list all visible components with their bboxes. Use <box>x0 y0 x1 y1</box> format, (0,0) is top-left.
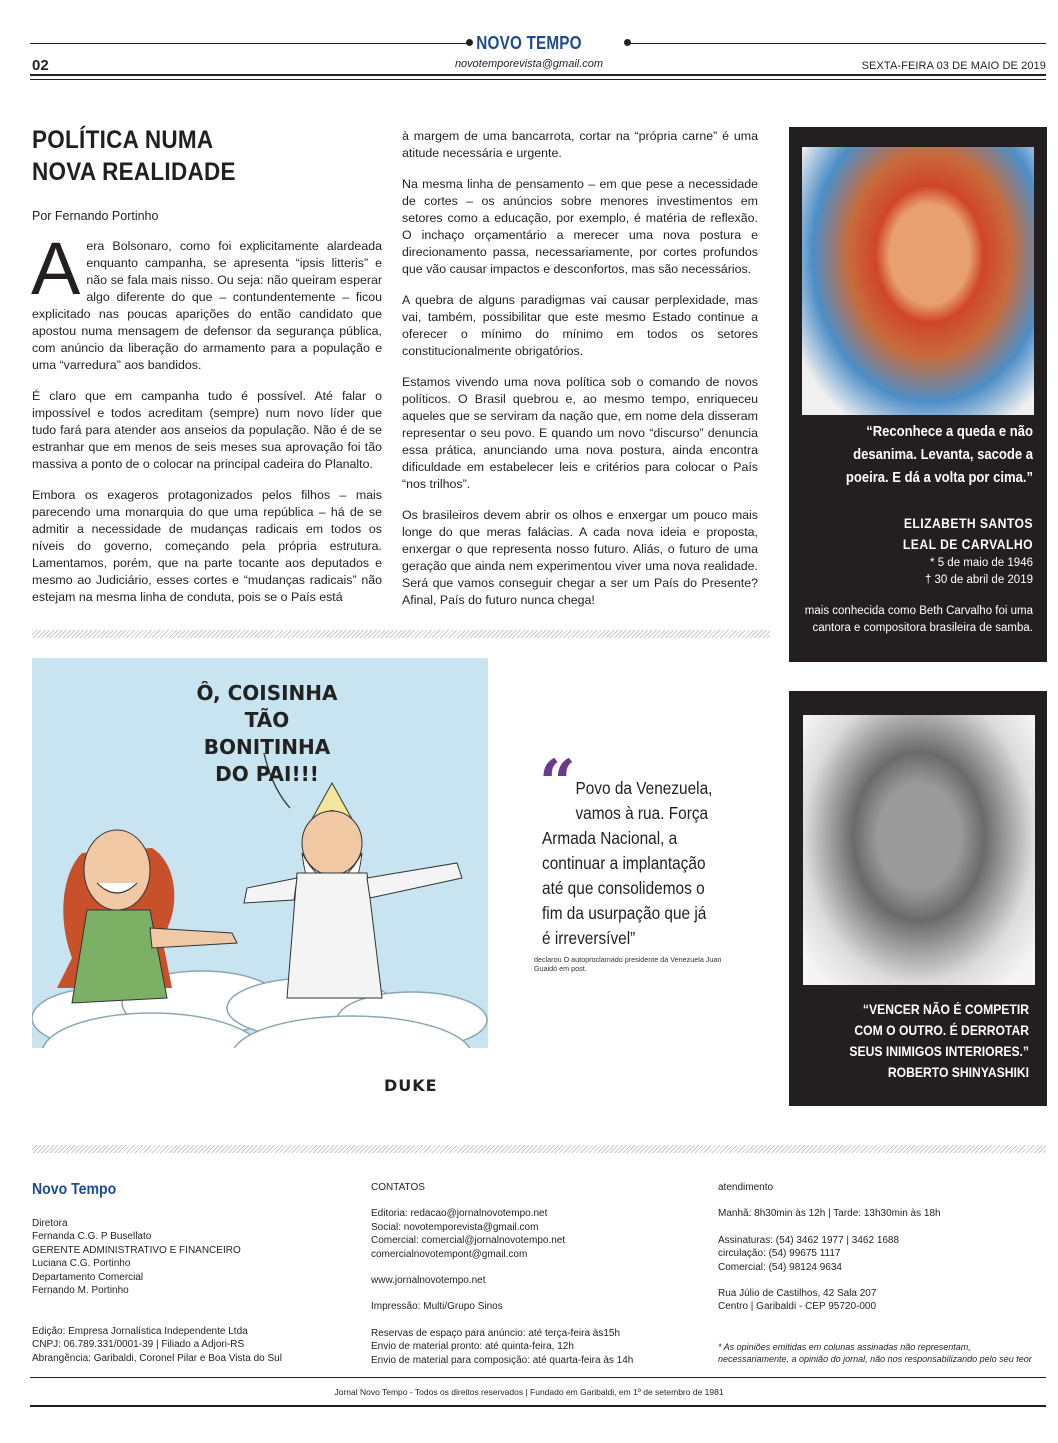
roberto-quote-author: ROBERTO SHINYASHIKI <box>887 1065 1029 1080</box>
article-column-left <box>31 227 382 620</box>
beth-death-date: † 30 de abril de 2019 <box>924 574 1033 586</box>
footer-column-staff <box>32 1217 241 1297</box>
god-figure <box>244 783 462 998</box>
paragraph-3: Embora os exageros protagonizados pelos filhos – mais parecendo uma monarquia do que uma república – há de se admitir a necessidade de mudanças radicais em todos os níveis do governo, começando pela própria estrutura. Lamentamos, porém, que na parte tocante aos deputados e mesmo ao Judiciário, esses cortes e “mudanças radicais” não estejam na mesma linha de conduta, pois se o País está <box>32 488 382 604</box>
pull-quote-line-3: Armada Nacional, a <box>542 828 678 848</box>
roberto-quote <box>804 999 1029 1083</box>
footer-rule <box>30 1377 1046 1378</box>
phone-line: circulação: (54) 99675 1117 <box>718 1248 841 1260</box>
pull-quote-line-4: continuar a implantação <box>542 853 706 873</box>
beth-carvalho-photo <box>802 147 1034 415</box>
website-link[interactable]: www.jornalnovotempo.net <box>371 1275 486 1287</box>
paragraph-8: Os brasileiros devem abrir os olhos e enxergar um pouco mais longe do que meras falácias. A cada nova ideia e proposta, enxergar o que representa nosso futuro. Aliás, o futuro de uma geração que ainda nem experimentou viver uma nova realidade. Será que vamos conseguir chegar a ser um País do Presente? Afinal, País do futuro nunca chega! <box>402 508 758 607</box>
dropcap: A <box>31 227 81 310</box>
article-column-right <box>402 128 758 623</box>
footer-divider-hatch <box>32 1145 1046 1153</box>
contatos-label: CONTATOS <box>371 1182 425 1193</box>
beth-dates <box>793 555 1033 589</box>
beth-name-line-2: LEAL DE CARVALHO <box>902 537 1033 552</box>
footer-company-line: Abrangência: Garibaldi, Coronel Pilar e Boa Vista do Sul <box>32 1352 282 1364</box>
paragraph-6: A quebra de alguns paradigmas vai causar perplexidade, mas vai, também, possibilitar que este mesmo Estado continue a oferecer o mínimo do mínimo em todos os setores constitucionalmente obrigatórios. <box>402 293 758 358</box>
article-byline: Por Fernando Portinho <box>32 209 159 223</box>
attribution-line-1: declarou O autoproclamado presidente da Venezuela Juan <box>534 955 722 964</box>
editorial-cartoon <box>32 658 488 1110</box>
cartoon-speech-bubble <box>182 680 352 788</box>
footer-staff-line: Diretora <box>32 1218 68 1229</box>
page-bottom-rule <box>30 1405 1046 1407</box>
footer-column-contacts <box>371 1181 633 1367</box>
beth-quote <box>799 421 1033 490</box>
masthead-title: NOVO TEMPO <box>476 33 582 53</box>
beth-description-line-2: cantora e compositora brasileira de samba. <box>812 622 1033 634</box>
speech-line-1: Ô, COISINHA <box>196 681 338 705</box>
footer-title: Novo Tempo <box>32 1181 117 1198</box>
footer-company-line: CNPJ: 06.789.331/0001-39 | Filiado a Adjori-RS <box>32 1339 245 1351</box>
pull-quote-attribution <box>534 955 760 973</box>
beth-description <box>783 603 1033 637</box>
impressao-line: Impressão: Multi/Grupo Sinos <box>371 1301 503 1313</box>
deadline-line: Reservas de espaço para anúncio: até terça-feira às15h <box>371 1327 621 1339</box>
disclaimer-line-1: * As opiniões emitidas em colunas assinadas não representam, <box>718 1342 971 1352</box>
beth-name-line-1: ELIZABETH SANTOS <box>903 516 1033 531</box>
headline-line-1: POLÍTICA NUMA <box>32 126 214 154</box>
footer-staff-line: Fernanda C.G. P Busellato <box>32 1231 152 1243</box>
beth-quote-line-2: desanima. Levanta, sacode a <box>853 447 1033 463</box>
pull-quote-line-7: é irreversível” <box>542 928 636 948</box>
address-line: Rua Júlio de Castilhos, 42 Sala 207 <box>718 1288 877 1300</box>
footer-staff-line: GERENTE ADMINISTRATIVO E FINANCEIRO <box>32 1244 241 1256</box>
contact-line[interactable]: comercialnovotempont@gmail.com <box>371 1248 528 1260</box>
section-divider-hatch <box>32 630 770 638</box>
masthead-bottom-rule <box>30 74 1046 80</box>
pull-quote-line-1-text: Povo da Venezuela, <box>575 778 713 798</box>
paragraph-1 <box>31 227 382 374</box>
paragraph-5: Na mesma linha de pensamento – em que pese a necessidade de cortes – os anúncios sobre menores investimentos em setores como a educação, por exemplo, é matéria de reflexão. O inchaço orçamentário a merecer uma nova postura e direcionamento passa, necessariamente, por cortes profundos que vão causar impactos e desconfortos, mas são necessários. <box>402 177 758 276</box>
speech-line-2: TÃO BONITINHA <box>203 708 331 759</box>
paragraph-7: Estamos vivendo uma nova política sob o comando de novos políticos. O Brasil quebrou e, ao mesmo tempo, enriqueceu aqueles que se serviram da nação que, em nome dela disseram representar o seu povo. E quando um novo “discurso” denuncia essa prática, anunciando uma nova postura, ainda encontra dificuldade em estabelecer leis e critérios para colocar o País “nos trilhos”. <box>402 375 758 491</box>
footer-column-company <box>32 1325 282 1365</box>
footer-disclaimer <box>718 1341 1048 1365</box>
roberto-quote-line-2: COM O OUTRO. É DERROTAR <box>854 1023 1029 1038</box>
masthead-email: novotemporevista@gmail.com <box>454 58 604 70</box>
phone-line: Assinaturas: (54) 3462 1977 | 3462 1688 <box>718 1234 900 1246</box>
beth-quote-line-1: “Reconhece a queda e não <box>866 424 1033 440</box>
footer-staff-line: Departamento Comercial <box>32 1271 144 1283</box>
roberto-shinyashiki-photo <box>803 715 1035 985</box>
article-headline <box>32 124 320 188</box>
masthead-date: SEXTA-FEIRA 03 DE MAIO DE 2019 <box>861 60 1046 72</box>
roberto-quote-line-3: SEUS INIMIGOS INTERIORES.” <box>849 1044 1029 1059</box>
beth-carvalho-panel <box>789 127 1047 662</box>
footer-column-service <box>718 1181 941 1314</box>
pull-quote-line-2-text: vamos à rua. Força <box>575 803 709 823</box>
pull-quote-line-6: fim da usurpação que já <box>542 903 707 923</box>
beth-name <box>817 513 1033 555</box>
footer-copyright: Jornal Novo Tempo - Todos os direitos reservados | Fundado em Garibaldi, em 1º de setembro de 1981 <box>334 1387 724 1397</box>
contact-line[interactable]: Editoria: redacao@jornalnovotempo.net <box>371 1208 548 1220</box>
phone-line: Comercial: (54) 98124 9634 <box>718 1261 842 1273</box>
footer-company-line: Edição: Empresa Jornalística Independente Ltda <box>32 1326 248 1337</box>
speech-line-3: DO PAI!!! <box>215 762 319 786</box>
beth-description-line-1: mais conhecida como Beth Carvalho foi uma <box>804 605 1033 617</box>
masthead-rule-right <box>630 43 1046 44</box>
deadline-line: Envio de material para composição: até quarta-feira às 14h <box>371 1354 634 1366</box>
attribution-line-2: Guaidó em post. <box>534 964 587 973</box>
contact-line[interactable]: Comercial: comercial@jornalnovotempo.net <box>371 1235 566 1247</box>
atendimento-label: atendimento <box>718 1182 774 1193</box>
pull-quote-line-1 <box>542 776 739 801</box>
pull-quote <box>542 776 739 951</box>
pull-quote-line-5: até que consolidemos o <box>542 878 705 898</box>
headline-line-2: NOVA REALIDADE <box>32 158 236 186</box>
address-line: Centro | Garibaldi - CEP 95720-000 <box>718 1301 877 1313</box>
deadline-line: Envio de material pronto: até quinta-feira, 12h <box>371 1341 574 1353</box>
office-hours: Manhã: 8h30min às 12h | Tarde: 13h30min às 18h <box>718 1208 941 1220</box>
footer-staff-line: Fernando M. Portinho <box>32 1285 129 1297</box>
paragraph-2: É claro que em campanha tudo é possível. Até falar o impossível e todos acreditam (sempre) num novo líder que tudo fará para atender aos anseios da população. Não é de se estranhar que em menos de seis meses sua aprovação foi tão massiva a ponto de o colocar na principal cadeira do Planalto. <box>32 389 382 471</box>
page-number: 02 <box>32 57 49 74</box>
pull-quote-line-2 <box>542 801 739 826</box>
cartoonist-signature: DUKE <box>384 1076 438 1095</box>
disclaimer-line-2: necessariamente, a opinião do jornal, não nos responsabilizando pelo seu teor <box>718 1354 1032 1364</box>
paragraph-1-text: era Bolsonaro, como foi explicitamente alardeada enquanto campanha, se apresenta “ipsis litteris” e não se fala mais nisso. Ou seja: não queiram esperar algo diferente do que – contundentemente – ficou explicitado nas poucas aparições do então candidato que apostou numa mensagem de defensor da segurança pública, com anúncio da liberação do armamento para a população e uma “varredura” aos bandidos. <box>32 239 382 372</box>
contact-line[interactable]: Social: novotemporevista@gmail.com <box>371 1221 539 1233</box>
roberto-quote-line-1: “VENCER NÃO É COMPETIR <box>862 1002 1029 1017</box>
paragraph-4: à margem de uma bancarrota, cortar na “própria carne” é uma atitude necessária e urgente. <box>402 129 758 160</box>
roberto-shinyashiki-panel <box>789 691 1047 1106</box>
footer-staff-line: Luciana C.G. Portinho <box>32 1258 131 1270</box>
quote-mark-icon: “ <box>539 746 576 821</box>
beth-quote-line-3: poeira. E dá a volta por cima.” <box>845 470 1033 486</box>
beth-birth-date: * 5 de maio de 1946 <box>930 557 1033 569</box>
